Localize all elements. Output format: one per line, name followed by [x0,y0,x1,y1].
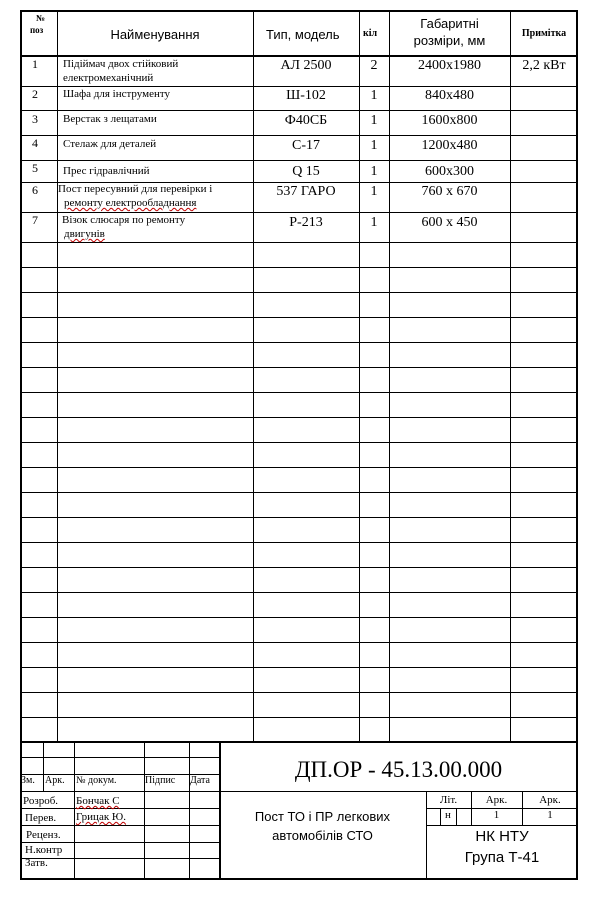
grid-line [20,160,578,161]
grid-line [20,342,578,343]
grid-line [20,667,578,668]
row-name: Шафа для інструменту [63,88,171,100]
grid-line [426,825,578,826]
row-model: Q 15 [292,164,320,179]
grid-line [20,442,578,443]
row-qty: 1 [370,113,378,128]
document-title-line1: Пост ТО і ПР легкових [254,809,391,824]
row-name: Пост пересувний для перевірки і [58,183,213,195]
row-model: Ф40СБ [284,113,328,128]
row-dims: 1200х480 [421,138,478,153]
row-model: Р-213 [289,215,323,230]
row-dims: 1600х800 [421,113,478,128]
grid-line [20,492,578,493]
grid-line [219,791,578,792]
stamp-col-zm: Зм. [21,775,35,786]
grid-line [20,392,578,393]
grid-line [20,642,578,643]
grid-line [510,10,511,741]
header-dims-line1: Габаритні [420,16,479,31]
grid-line [20,567,578,568]
stamp-col-sign: Підпис [145,775,176,786]
grid-line [20,592,578,593]
row-num: 5 [32,161,38,175]
row-dims: 840х480 [425,88,474,103]
row-qty: 1 [370,88,378,103]
header-note: Примітка [521,28,567,39]
grid-line [20,517,578,518]
grid-line [20,242,578,243]
grid-line [20,212,578,213]
stamp-col-date: Дата [190,775,210,786]
row-qty: 1 [370,215,378,230]
document-designation: ДП.ОР - 45.13.00.000 [294,757,503,782]
grid-line [20,617,578,618]
grid-line [456,808,457,825]
grid-line [20,542,578,543]
row-model: С-17 [292,138,320,153]
stamp-sheets-value: 1 [547,809,553,821]
grid-line [20,741,578,743]
grid-line [20,135,578,136]
header-type-model: Тип, модель [266,27,340,42]
stamp-sheets-label: Арк. [539,794,561,806]
grid-line [20,110,578,111]
grid-line [144,741,145,878]
row-name: Верстак з лещатами [63,113,157,125]
header-qty: кіл [363,28,378,39]
organization-name: НК НТУ [475,828,529,845]
row-dims: 600 х 450 [421,215,478,230]
stamp-name-checked: Грицак Ю. [76,811,126,823]
grid-line [20,692,578,693]
grid-line [57,10,58,741]
stamp-sheet-label: Арк. [485,794,508,806]
grid-line [20,467,578,468]
stamp-col-doc-num: № докум. [76,775,117,786]
row-dims: 600х300 [425,164,474,179]
row-name: Прес гідравлічний [63,165,150,177]
stamp-role-developed: Розроб. [23,795,59,807]
row-qty: 1 [370,184,378,199]
stamp-role-checked: Перев. [25,812,57,824]
grid-line [43,741,44,791]
row-qty: 1 [370,164,378,179]
row-num: 2 [32,87,38,101]
grid-line [20,367,578,368]
stamp-sheet-value: 1 [493,809,500,821]
group-name: Група Т-41 [464,849,540,866]
header-dims-line2: розміри, мм [413,33,486,48]
row-name-line2: двигунів [64,228,105,240]
row-num: 6 [32,183,38,197]
row-num: 3 [32,112,38,126]
row-name-line2: електромеханічний [63,72,154,84]
row-dims: 2400х1980 [418,58,481,73]
header-name: Найменування [110,27,200,42]
grid-line [189,741,190,878]
grid-line [20,317,578,318]
header-num-line1: № [36,13,46,23]
row-model: 537 ГАРО [276,184,336,199]
grid-line [20,55,578,57]
row-model: Ш-102 [286,88,326,103]
stamp-col-ark: Арк. [45,775,65,786]
stamp-name-developed: Бончак С [76,795,120,807]
row-name: Підіймач двох стійковий [63,58,179,70]
grid-line [20,292,578,293]
row-name-line2: ремонту електрообладнання [64,197,197,209]
stamp-role-norm-control: Н.контр [25,844,63,856]
row-dims: 760 х 670 [421,184,478,199]
stamp-role-approved: Затв. [25,857,48,869]
row-num: 1 [32,57,38,71]
row-qty: 2 [370,58,378,73]
grid-line [20,717,578,718]
grid-line [20,417,578,418]
header-num-line2: поз [30,25,44,35]
stamp-role-reviewer: Реценз. [26,829,61,841]
stamp-lit-label: Літ. [439,794,458,806]
row-model: АЛ 2500 [280,58,332,73]
row-qty: 1 [370,138,378,153]
grid-line [74,741,75,878]
grid-line [20,86,578,87]
row-num: 4 [32,136,38,150]
grid-line [20,267,578,268]
row-name: Стелаж для деталей [63,138,157,150]
stamp-lit-value: н [445,809,451,821]
row-note: 2,2 кВт [522,58,566,73]
row-num: 7 [32,213,38,227]
document-title-line2: автомобілів СТО [272,828,373,843]
row-name: Візок слюсаря по ремонту [62,214,186,226]
